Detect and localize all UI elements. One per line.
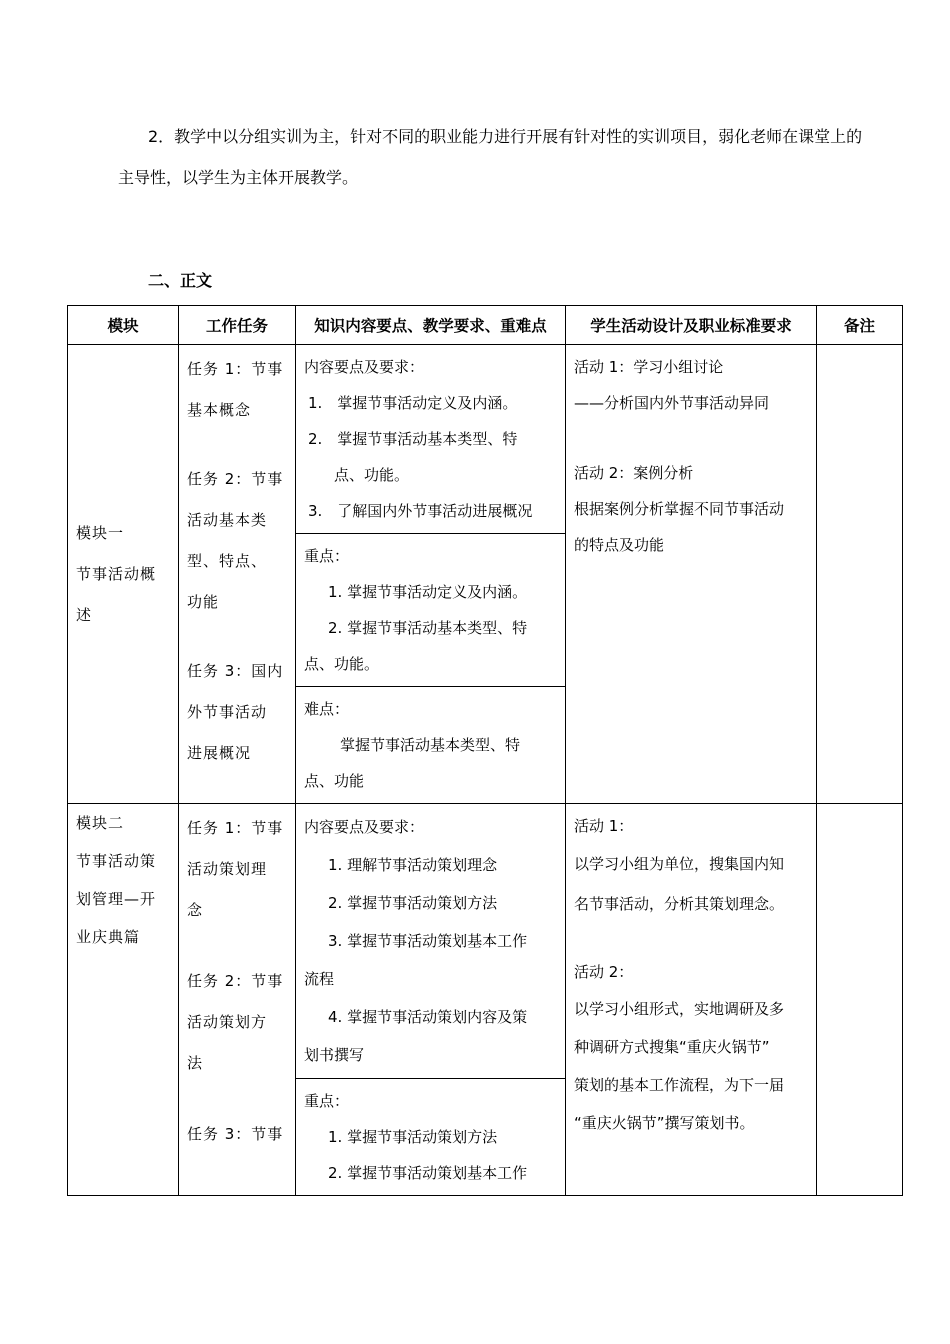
task-line: 功能 (187, 593, 220, 611)
activity-cell (566, 804, 817, 1196)
content-item: 2. 掌握节事活动基本类型、特 (308, 430, 518, 448)
activity-line: 名节事活动，分析其策划理念。 (574, 895, 785, 913)
task-line: 外节事活动 (187, 703, 268, 721)
task-line: 基本概念 (187, 401, 252, 419)
content-item: 3. 了解国内外节事活动进展概况 (308, 502, 533, 520)
task-line: 型、特点、 (187, 552, 268, 570)
key-title: 重点： (304, 547, 350, 565)
module-line: 业庆典篇 (76, 928, 141, 946)
content-title: 内容要点及要求： (304, 358, 425, 376)
activity-line: 以学习小组为单位，搜集国内知 (574, 855, 785, 873)
module-line: 模块一 (76, 523, 125, 542)
course-table (67, 305, 903, 1196)
key-item: 2. 掌握节事活动基本类型、特 (328, 619, 528, 637)
content-cell (296, 345, 566, 804)
task-cell (179, 804, 296, 1196)
task-spacer (187, 1084, 287, 1114)
activity-spacer (574, 421, 808, 455)
module-line: 节事活动概 (76, 564, 157, 583)
activity-line: 活动 2： (574, 963, 634, 981)
table-row (68, 345, 903, 804)
key-item: 1. 掌握节事活动定义及内涵。 (328, 583, 528, 601)
task-line: 活动策划理 (187, 860, 268, 878)
table-header-row (68, 306, 903, 345)
activity-line: 活动 1： (574, 817, 634, 835)
task-line: 任务 1：节事 (187, 819, 284, 837)
content-item: 1. 掌握节事活动定义及内涵。 (308, 394, 518, 412)
activity-line: 种调研方式搜集“重庆火锅节” (574, 1038, 770, 1056)
difficulty-item: 掌握节事活动基本类型、特 (340, 736, 521, 754)
module-cell (68, 804, 179, 1196)
content-block (296, 804, 565, 1078)
activity-line: “重庆火锅节”撰写策划书。 (574, 1114, 755, 1132)
activity-line: 以学习小组形式，实地调研及多 (574, 1000, 785, 1018)
task-line: 活动策划方 (187, 1013, 268, 1031)
task-line: 任务 2：节事 (187, 470, 284, 488)
content-item: 2. 掌握节事活动策划方法 (328, 894, 498, 912)
note-cell (817, 345, 903, 804)
key-item: 2. 掌握节事活动策划基本工作 (328, 1164, 528, 1182)
task-line: 念 (187, 901, 204, 919)
module-line: 划管理—开 (76, 890, 157, 908)
key-item: 1. 掌握节事活动策划方法 (328, 1128, 498, 1146)
task-spacer (187, 623, 287, 651)
key-point-block (296, 1078, 565, 1195)
header-activity: 学生活动设计及职业标准要求 (566, 306, 817, 345)
intro-paragraph: 2．教学中以分组实训为主，针对不同的职业能力进行开展有针对性的实训项目，弱化老师在课堂上的主导性，以学生为主体开展教学。 (118, 127, 863, 187)
activity-spacer (574, 924, 808, 954)
header-content: 知识内容要点、教学要求、重难点 (296, 306, 566, 345)
header-note: 备注 (817, 306, 903, 345)
activity-line: 活动 1：学习小组讨论 (574, 358, 724, 376)
content-cell (296, 804, 566, 1196)
task-line: 法 (187, 1054, 204, 1072)
key-title: 重点： (304, 1092, 350, 1110)
task-line: 活动基本类 (187, 511, 268, 529)
activity-line: ——分析国内外节事活动异同 (574, 394, 770, 412)
task-cell (179, 345, 296, 804)
module-line: 模块二 (76, 814, 125, 832)
note-cell (817, 804, 903, 1196)
task-line: 任务 2：节事 (187, 972, 284, 990)
module-cell (68, 345, 179, 804)
task-line: 进展概况 (187, 744, 252, 762)
module-line: 节事活动策 (76, 852, 157, 870)
difficulty-title: 难点： (304, 700, 350, 718)
activity-line: 活动 2：案例分析 (574, 464, 694, 482)
module-line: 述 (76, 605, 93, 624)
table-row (68, 804, 903, 1196)
activity-cell (566, 345, 817, 804)
content-item: 4. 掌握节事活动策划内容及策 (328, 1008, 528, 1026)
section-title: 二、正文 (148, 271, 213, 290)
header-module: 模块 (68, 306, 179, 345)
content-item: 流程 (304, 970, 335, 988)
task-spacer (187, 931, 287, 961)
header-task: 工作任务 (179, 306, 296, 345)
activity-line: 根据案例分析掌握不同节事活动 (574, 500, 785, 518)
task-line: 任务 3：国内 (187, 662, 284, 680)
content-title: 内容要点及要求： (304, 818, 425, 836)
content-item: 划书撰写 (304, 1046, 365, 1064)
key-item: 点、功能。 (304, 655, 380, 673)
activity-line: 的特点及功能 (574, 536, 665, 554)
content-item: 1. 理解节事活动策划理念 (328, 856, 498, 874)
difficulty-block (296, 686, 565, 803)
activity-line: 策划的基本工作流程，为下一届 (574, 1076, 785, 1094)
content-item: 点、功能。 (334, 466, 410, 484)
task-line: 任务 3：节事 (187, 1125, 284, 1143)
difficulty-item: 点、功能 (304, 772, 365, 790)
task-spacer (187, 431, 287, 459)
content-item: 3. 掌握节事活动策划基本工作 (328, 932, 528, 950)
content-block (296, 345, 565, 533)
task-line: 任务 1：节事 (187, 360, 284, 378)
key-point-block (296, 533, 565, 686)
